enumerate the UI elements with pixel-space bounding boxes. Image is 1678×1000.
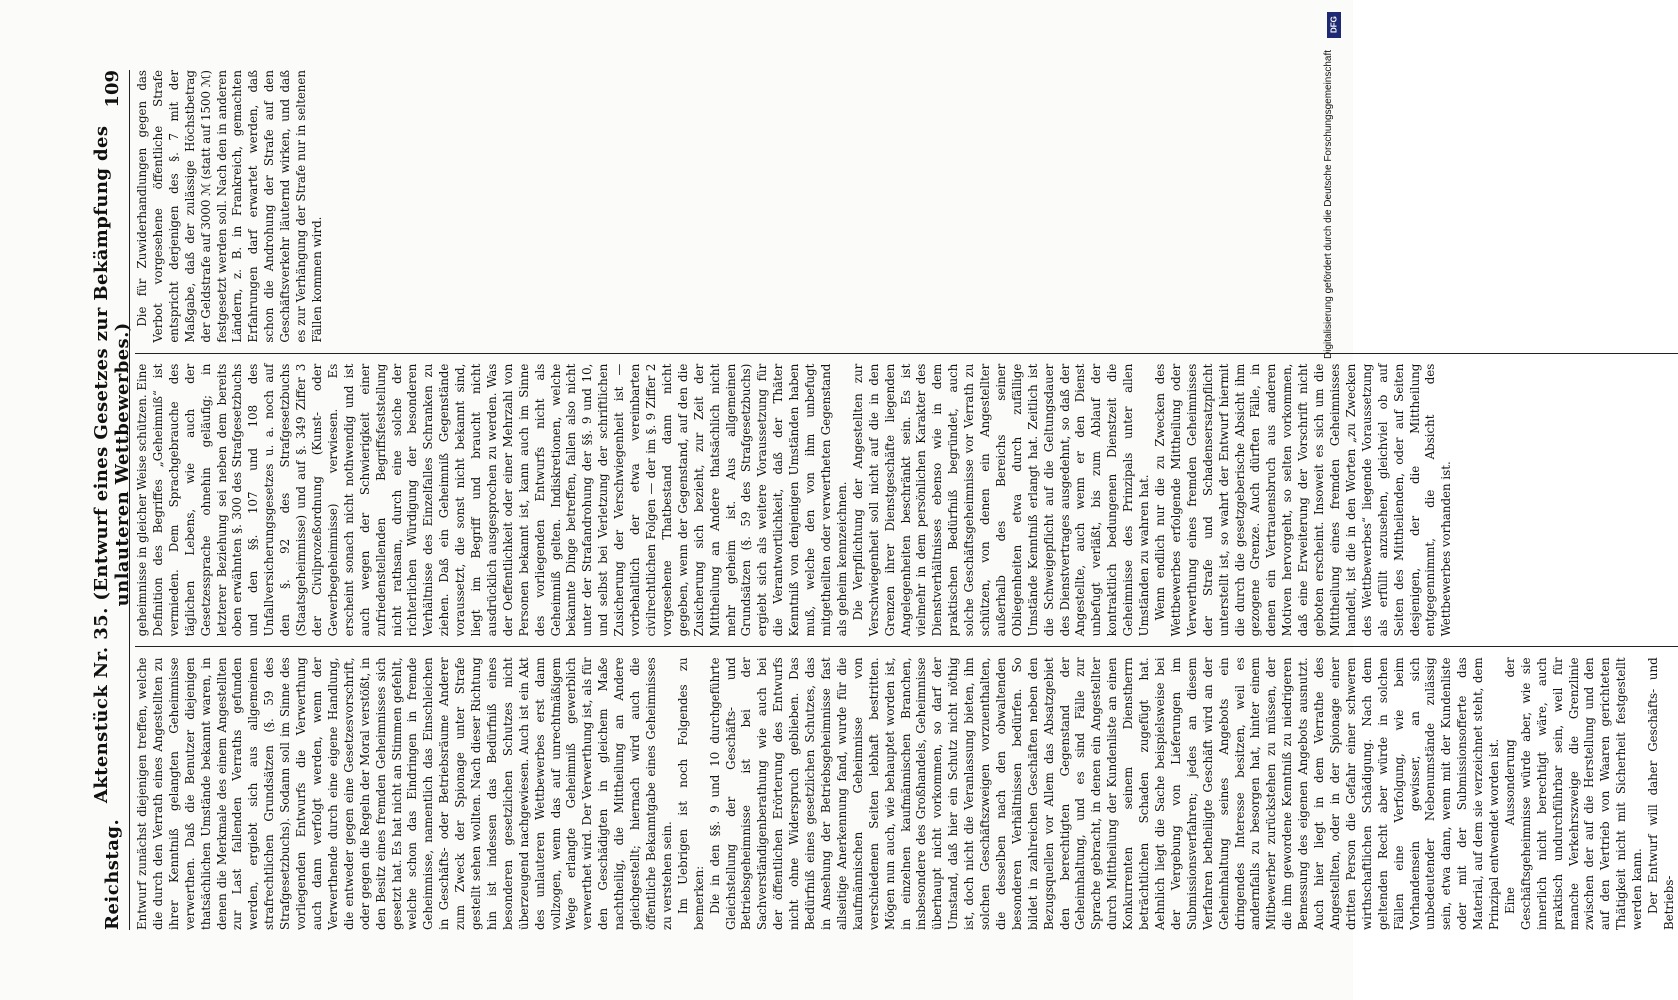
paragraph: Wenn endlich nur die zu Zwecken des Wettbewerbes erfolgende Mittheilung oder Verwerthung eines fremden Geheimnisses der Strafe und Schadensersatzpflicht unterstellt ist, so wahrt der Entwurf hiermit die durch die gesetzgeberische Absicht ihm gezogene Grenze. Auch dürften Fälle, in denen ein Vertrauensbruch aus anderen Motiven hervorgeht, so selten vorkommen, daß eine Erweiterung der Vorschrift nicht geboten erscheint. Insoweit es sich um die Mittheilung eines fremden Geheimnisses handelt, ist die in den Worten „zu Zwecken des Wettbewerbes“ liegende Voraussetzung als erfüllt anzusehen, gleichviel ob auf Seiten des Mittheilenden, oder auf Seiten desjenigen, der die Mittheilung entgegennimmt, die Absicht des Wettbewerbes vorhanden ist. [1153, 363, 1454, 637]
digitization-strip [1323, 10, 1345, 990]
column-2 [135, 364, 1678, 637]
header-publication: Reichstag. [101, 818, 123, 930]
column-3 [135, 70, 1678, 343]
paragraph: Die Verpflichtung der Angestellten zur Verschwiegenheit soll nicht auf die in den Grenzen ihrer Dienstgeschäfte liegenden Angelegenheiten beschränkt sein. Es ist vielmehr in dem persönlichen Karakter des Dienstverhältnisses ebenso wie in dem praktischen Bedürfniß begründet, auch solche Geschäftsgeheimnisse vor Verrath zu schützen, von denen ein Angestellter außerhalb des Bereichs seiner Obliegenheiten etwa durch zufällige Umstände Kenntniß erlangt hat. Zeitlich ist die Schweigepflicht auf die Geltungsdauer des Dienstvertrages ausgedehnt, so daß der Angestellte, auch wenn er den Dienst unbefugt verläßt, bis zum Ablauf der kontraktlich bedungenen Dienstzeit die Geheimnisse des Prinzipals unter allen Umständen zu wahren hat. [850, 363, 1152, 637]
running-header [91, 70, 133, 930]
header-title: Aktenstück Nr. 35. (Entwurf eines Gesetzes zur Bekämpfung des unlauteren Wettbewerbes.) [91, 125, 133, 804]
column-1 [135, 657, 1678, 930]
paragraph: Eine Aussonderung der Geschäftsgeheimnisse würde aber, wie sie innerlich nicht berechtigt wäre, auch praktisch undurchführbar sein, weil für manche Verkehrszweige die Grenzlinie zwischen der auf die Herstellung und den auf den Vertrieb von Waaren gerichteten Thätigkeit nicht mit Sicherheit festgestellt werden kann. [1502, 657, 1645, 930]
paragraph: Die in den §§. 9 und 10 durchgeführte Gleichstellung der Geschäfts- und Betriebsgeheimnisse ist bei der Sachverständigenberathung wie auch bei der öffentlichen Erörterung des Entwurfs nicht ohne Widerspruch geblieben. Das Bedürfniß eines gesetzlichen Schutzes, das in Ansehung der Betriebsgeheimnisse fast allseitige Anerkennung fand, wurde für die kaufmännischen Geheimnisse von verschiedenen Seiten lebhaft bestritten. Mögen nun auch, wie behauptet worden ist, in einzelnen kaufmännischen Branchen, insbesondere des Großhandels, Geheimnisse überhaupt nicht vorkommen, so darf der Umstand, daß hier ein Schutz nicht nöthig ist, doch nicht die Veranlassung bieten, ihn solchen Geschäftszweigen vorzuenthalten, die desselben nach den obwaltenden besonderen Verhältnissen bedürfen. So bildet in zahlreichen Geschäften neben den Bezugsquellen vor Allem das Absatzgebiet den berechtigten Gegenstand der Geheimhaltung, und es sind Fälle zur Sprache gebracht, in denen ein Angestellter durch Mittheilung der Kundenliste an einen Konkurrenten seinem Dienstherrn beträchtlichen Schaden zugefügt hat. Aehnlich liegt die Sache beispielsweise bei der Vergebung von Lieferungen im Submissionsverfahren; jedes an diesem Verfahren betheiligte Geschäft wird an der Geheimhaltung seines Angebots ein dringendes Interesse besitzen, weil es andernfalls zu besorgen hat, hinter einem Mitbewerber zurückstehen zu müssen, der die ihm gewordene Kenntniß zu niedrigeren Bemessung des eigenen Angebots ausnutzt. Auch hier liegt in dem Verrathe des Angestellten, oder in der Spionage einer dritten Person die Gefahr einer schweren wirthschaftlichen Schädigung. Nach dem geltenden Recht aber würde in solchen Fällen eine Verfolgung, wie beim Vorhandensein gewisser, an sich unbedeutender Nebenumstände zulässig sein, etwa dann, wenn mit der Kundenliste oder mit der Submissionsofferte das Material, auf dem sie verzeichnet steht, dem Prinzipal entwendet worden ist. [707, 657, 1502, 930]
paragraph: Im Uebrigen ist noch Folgendes zu bemerken: [675, 657, 706, 930]
dfg-logo: DFG [1327, 12, 1341, 38]
paragraph: Der Entwurf will daher Geschäfts- und Betriebs- [1646, 657, 1676, 930]
page-number: 109 [101, 70, 123, 108]
digitization-note: Digitalisierung gefördert durch die Deutsche Forschungsgemeinschaft [1323, 50, 1334, 360]
paragraph: Entwurf zunächst diejenigen treffen, welche die durch den Verrath eines Angestellten zu ihrer Kenntniß gelangten Geheimnisse verwerthen. Daß die Benutzer diejenigen thatsächlichen Umstände bekannt waren, in denen die Merkmale des einem Angestellten zur Last fallenden Verraths gefunden werden, ergiebt sich aus allgemeinen strafrechtlichen Grundsätzen (§. 59 des Strafgesetzbuchs). Sodann soll im Sinne des vorliegenden Entwurfs die Verwerthung auch dann verfolgt werden, wenn der Verwerthende durch eine eigene Handlung, die entweder gegen eine Gesetzesvorschrift, oder gegen die Regeln der Moral verstößt, in den Besitz eines fremden Geheimnisses sich gesetzt hat. Es hat nicht an Stimmen gefehlt, welche schon das Eindringen in fremde Geheimnisse, namentlich das Einschleichen in Geschäfts- oder Betriebsräume Anderer zum Zweck der Spionage unter Strafe gestellt sehen wollten. Nach dieser Richtung hin ist indessen das Bedürfniß eines besonderen gesetzlichen Schutzes nicht überzeugend nachgewiesen. Auch ist ein Akt des unlauteren Wettbewerbes erst dann vollzogen, wenn das auf unrechtmäßigem Wege erlangte Geheimniß gewerblich verwerthet wird. Der Verwerthung ist, als für den Geschädigten in gleichem Maße nachtheilig, die Mittheilung an Andere gleichgestellt; hiernach wird auch die öffentliche Bekanntgabe eines Geheimnisses zu verstehen sein. [135, 657, 674, 930]
column-rule [135, 646, 1678, 647]
column-rule [135, 353, 1678, 354]
paragraph: Die für Zuwiderhandlungen gegen das Verbot vorgesehene öffentliche Strafe entspricht derjenigen des §. 7 mit der Maßgabe, daß der zulässige Höchstbetrag der Geldstrafe auf 3000 ℳ (statt auf 1500 ℳ) festgesetzt werden soll. Nach den in anderen Ländern, z. B. in Frankreich, gemachten Erfahrungen darf erwartet werden, daß schon die Androhung der Strafe auf den Geschäftsverkehr läuternd wirken, und daß es zur Verhängung der Strafe nur in seltenen Fällen kommen wird. [135, 70, 324, 343]
paragraph: geheimnisse in gleicher Weise schützen. Eine Definition des Begriffes „Geheimniß“ ist vermieden. Dem Sprachgebrauche des täglichen Lebens, wie auch der Gesetzessprache ohnehin geläufig; in letzterer Beziehung sei neben dem bereits oben erwähnten §. 300 des Strafgesetzbuchs und den §§. 107 und 108 des Unfallversicherungsgesetzes u. a. noch auf den §. 92 des Strafgesetzbuchs (Staatsgeheimnisse) und auf §. 349 Ziffer 3 der Civilprozeßordnung (Kunst- oder Gewerbegeheimnisse) verwiesen. Es erscheint sonach nicht nothwendig und ist auch wegen der Schwierigkeit einer zufriedenstellenden Begriffsfeststellung nicht rathsam, durch eine solche der richterlichen Würdigung der besonderen Verhältnisse des Einzelfalles Schranken zu ziehen. Daß ein Geheimniß Gegenstände voraussetzt, die sonst nicht bekannt sind, liegt im Begriff und braucht nicht ausdrücklich ausgesprochen zu werden. Was der Oeffentlichkeit oder einer Mehrzahl von Personen bekannt ist, kann auch im Sinne des vorliegenden Entwurfs nicht als Geheimniß gelten. Indiskretionen, welche bekannte Dinge betreffen, fallen also nicht unter der Strafandrohung der §§. 9 und 10, und selbst bei Verletzung der schriftlichen Zusicherung der Verschwiegenheit ist — vorbehaltlich der etwa vereinbarten civilrechtlichen Folgen — der im §. 9 Ziffer 2 vorgesehene Thatbestand dann nicht gegeben, wenn der Gegenstand, auf den die Zusicherung sich bezieht, zur Zeit der Mittheilung an Andere thatsächlich nicht mehr geheim ist. Aus allgemeinen Grundsätzen (§. 59 des Strafgesetzbuchs) ergiebt sich als weitere Voraussetzung für die Verantwortlichkeit, daß der Thäter Kenntniß von denjenigen Umständen haben muß, welche den von ihm unbefugt mitgetheilten oder verwertheten Gegenstand als geheim kennzeichnen. [135, 363, 849, 637]
